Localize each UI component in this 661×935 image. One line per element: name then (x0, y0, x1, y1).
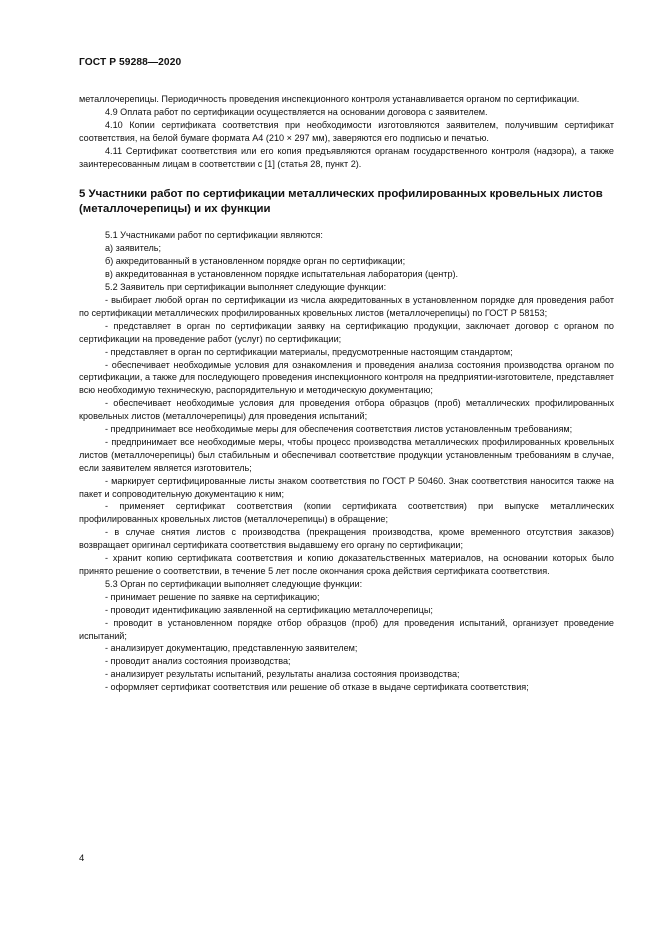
section-5-heading: 5 Участники работ по сертификации металлических профилированных кровельных листов (металлочерепицы) и их функции (79, 188, 603, 216)
clause-4-9: 4.9 Оплата работ по сертификации осуществляется на основании договора с заявителем. (105, 106, 488, 117)
list-item: - проводит в установленном порядке отбор образцов (проб) для проведения испытаний, организует проведение испытаний; (79, 617, 614, 641)
document-body (79, 93, 614, 694)
document-header: ГОСТ Р 59288—2020 (79, 57, 182, 68)
list-item: - предпринимает все необходимые меры для обеспечения соответствия листов установленным требованиям; (105, 424, 573, 435)
list-item: - оформляет сертификат соответствия или решение об отказе в выдаче сертификата соответствия; (105, 682, 529, 693)
list-item: - анализирует документацию, представленную заявителем; (105, 643, 358, 654)
list-item: - маркирует сертифицированные листы знаком соответствия по ГОСТ Р 50460. Знак соответствия наносится также на пакет и сопроводительную документацию к ним; (79, 475, 614, 499)
clause-5-2: 5.2 Заявитель при сертификации выполняет следующие функции: (105, 282, 387, 293)
list-item: - хранит копию сертификата соответствия и копию доказательственных материалов, на основании которых было принято решение о соответствии, в течение 5 лет после окончания срока действия сертификата соответствия. (79, 553, 614, 576)
list-item: - предпринимает все необходимые меры, чтобы процесс производства металлических профилированных кровельных листов (металлочерепицы) был стабильным и обеспечивал соответствие продукции установленным требованиям в случае, если заявителем является изготовитель; (79, 436, 614, 473)
list-item: - представляет в орган по сертификации материалы, предусмотренные настоящим стандартом; (105, 346, 513, 357)
paragraph: металлочерепицы. Периодичность проведения инспекционного контроля устанавливается органом по сертификации. (79, 94, 580, 104)
clause-4-11: 4.11 Сертификат соответствия или его копия предъявляются органам государственного контроля (надзора), а также заинтересованным лицам в соответствии с [1] (статья 28, пункт 2). (79, 145, 614, 169)
clause-5-1: 5.1 Участниками работ по сертификации являются: (105, 230, 323, 241)
list-item: - принимает решение по заявке на сертификацию; (105, 591, 320, 602)
clause-5-3: 5.3 Орган по сертификации выполняет следующие функции: (105, 578, 363, 589)
list-item: б) аккредитованный в установленном порядке орган по сертификации; (105, 256, 406, 267)
list-item: - проводит анализ состояния производства; (105, 656, 291, 667)
list-item: - в случае снятия листов с производства (прекращения производства, кроме временного отсутствия заказов) возвращает оригинал сертификата соответствия выдавшему его органу по сертификации; (79, 527, 614, 551)
list-item: - применяет сертификат соответствия (копии сертификата соответствия) при выпуске металлических профилированных кровельных листов (металлочерепицы) в обращение; (79, 501, 614, 525)
list-item: - выбирает любой орган по сертификации из числа аккредитованных в установленном порядке для проведения работ по сертификации металлических профилированных кровельных листов (металлочерепицы) по ГОСТ Р 58153; (79, 294, 614, 318)
page-number: 4 (79, 853, 85, 864)
list-item: в) аккредитованная в установленном порядке испытательная лаборатория (центр). (105, 269, 459, 280)
list-item: - обеспечивает необходимые условия для ознакомления и проведения анализа состояния производства органом по сертификации, а также для последующего проведения инспекционного контроля на предприятии-изготовителе, представляет всю необходимую техническую, распорядительную и методическую документацию; (79, 359, 614, 396)
list-item: а) заявитель; (105, 243, 162, 254)
list-item: - обеспечивает необходимые условия для проведения отбора образцов (проб) металлических профилированных кровельных листов (металлочерепицы) для проведения испытаний; (79, 398, 614, 422)
list-item: - анализирует результаты испытаний, результаты анализа состояния производства; (105, 669, 460, 680)
list-item: - представляет в орган по сертификации заявку на сертификацию продукции, заключает договор с органом по сертификации на проведение работ (услуг) по сертификации; (79, 320, 614, 344)
clause-4-10: 4.10 Копии сертификата соответствия при необходимости изготовляются заявителем, получившим сертификат соответствия, на белой бумаге формата А4 (210 × 297 мм), заверяются его подписью и печатью. (79, 119, 614, 143)
list-item: - проводит идентификацию заявленной на сертификацию металлочерепицы; (105, 604, 433, 615)
